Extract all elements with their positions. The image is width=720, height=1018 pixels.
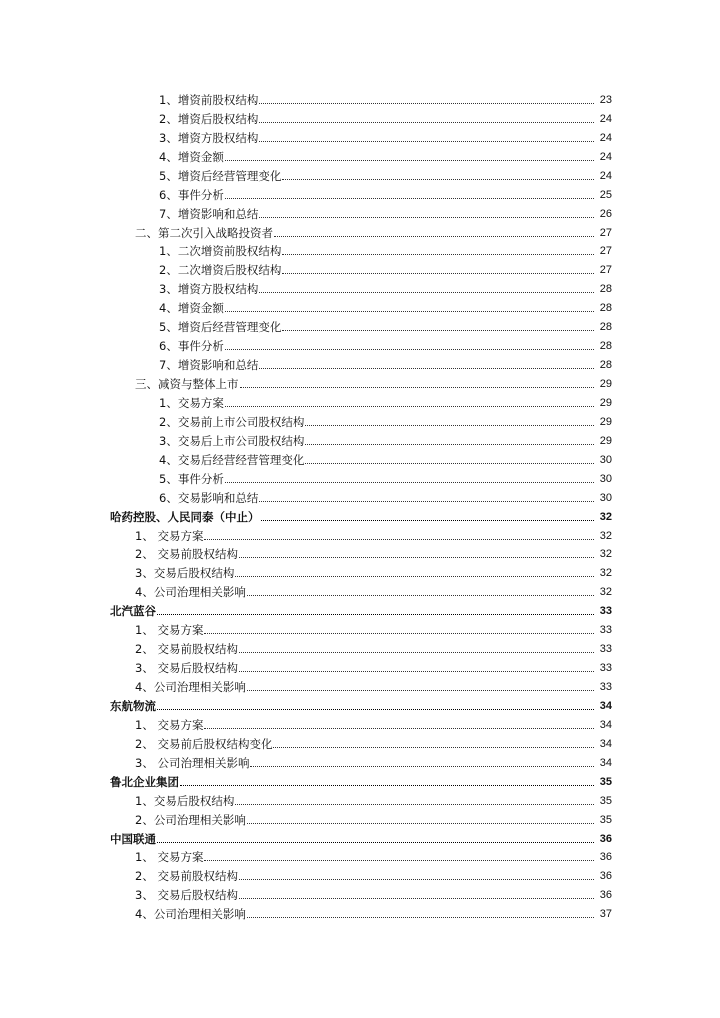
toc-leader-dots [204,538,594,540]
toc-leader-dots [274,235,594,237]
toc-page-number: 32 [599,548,612,561]
toc-entry[interactable] [0,126,612,145]
toc-leader-dots [282,253,594,255]
toc-entry[interactable] [0,486,612,505]
toc-entry-label: 5、增资后经营管理变化 [159,320,282,335]
toc-entry[interactable] [0,277,612,296]
toc-entry-label: 1、二次增资前股权结构 [159,244,282,259]
toc-page-number: 24 [599,150,612,163]
toc-entry[interactable] [0,713,612,732]
toc-leader-dots [157,708,594,710]
toc-leader-dots [259,140,594,142]
toc-entry[interactable] [0,391,612,410]
toc-leader-dots [204,727,594,729]
toc-entry[interactable] [0,864,612,883]
toc-leader-dots [239,670,594,672]
toc-entry[interactable] [0,675,612,694]
toc-entry[interactable] [0,334,612,353]
toc-leader-dots [247,594,594,596]
toc-leader-dots [282,329,594,331]
toc-entry[interactable] [0,353,612,372]
toc-page-number: 23 [599,93,612,106]
toc-page-number: 30 [599,472,612,485]
toc-leader-dots [225,159,594,161]
toc-entry[interactable] [0,694,612,713]
toc-page-number: 27 [599,245,612,258]
toc-page-number: 28 [599,302,612,315]
toc-page-number: 32 [599,510,612,523]
toc-page-number: 33 [599,624,612,637]
toc-page-number: 27 [599,264,612,277]
toc-entry-label: 2、 交易前后股权结构变化 [135,736,273,751]
toc-page-number: 35 [599,794,612,807]
toc-leader-dots [305,443,594,445]
toc-leader-dots [225,481,594,483]
toc-leader-dots [180,784,594,786]
toc-entry-label: 哈药控股、人民同泰（中止） [110,509,260,524]
toc-leader-dots [259,216,594,218]
toc-entry-label: 3、增资方股权结构 [159,130,259,145]
toc-entry-label: 1、 交易方案 [135,528,204,543]
toc-page-number: 29 [599,378,612,390]
toc-entry[interactable] [0,221,612,240]
toc-page-number: 33 [599,605,612,618]
toc-leader-dots [225,348,594,350]
toc-leader-dots [235,803,594,805]
toc-leader-dots [250,765,594,767]
toc-page-number: 24 [599,112,612,125]
toc-entry-label: 4、增资金额 [159,301,224,316]
toc-entry-label: 鲁北企业集团 [110,774,179,789]
toc-entry-label: 中国联通 [110,831,156,846]
toc-entry-label: 2、公司治理相关影响 [135,812,246,827]
toc-entry-label: 4、增资金额 [159,149,224,164]
toc-entry[interactable] [0,88,612,107]
toc-entry-label: 4、公司治理相关影响 [135,680,246,694]
toc-entry-label: 3、交易后股权结构 [135,566,235,581]
toc-leader-dots [239,651,594,653]
toc-entry-label: 6、事件分析 [159,187,224,202]
toc-entry[interactable] [0,410,612,429]
toc-page-number: 32 [599,567,612,580]
toc-entry[interactable] [0,107,612,126]
toc-entry[interactable] [0,448,612,467]
toc-entry-label: 5、增资后经营管理变化 [159,168,282,183]
toc-entry-label: 3、 交易后股权结构 [135,661,238,676]
toc-page-number: 34 [599,756,612,769]
toc-entry-label: 三、减资与整体上市 [135,377,239,391]
toc-leader-dots [247,916,594,918]
toc-leader-dots [240,386,595,388]
toc-page-number: 37 [599,908,612,921]
toc-page-number: 28 [599,359,612,372]
toc-entry-label: 1、交易方案 [159,395,224,410]
toc-page-number: 36 [599,870,612,883]
toc-entry[interactable] [0,789,612,808]
toc-page-number: 33 [599,662,612,675]
toc-entry-label: 6、事件分析 [159,339,224,354]
toc-leader-dots [239,878,594,880]
toc-page-number: 34 [599,737,612,750]
toc-entry-label: 3、 交易后股权结构 [135,888,238,903]
toc-leader-dots [261,519,595,521]
toc-entry[interactable] [0,524,612,543]
toc-leader-dots [282,178,594,180]
toc-entry-label: 东航物流 [110,698,156,713]
toc-page-number: 28 [599,321,612,334]
toc-page-number: 26 [599,207,612,220]
toc-entry[interactable] [0,656,612,675]
toc-entry[interactable] [0,240,612,259]
toc-entry[interactable] [0,618,612,637]
toc-page-number: 28 [599,283,612,296]
toc-entry[interactable] [0,599,612,618]
toc-page-number: 29 [599,415,612,428]
toc-leader-dots [259,102,594,104]
toc-entry[interactable] [0,183,612,202]
toc-leader-dots [259,291,594,293]
toc-leader-dots [204,632,594,634]
toc-entry[interactable] [0,543,612,562]
toc-entry[interactable] [0,846,612,865]
toc-entry-label: 5、事件分析 [159,471,224,486]
toc-page-number: 24 [599,131,612,144]
toc-entry-label: 1、 交易方案 [135,623,204,638]
toc-entry[interactable] [0,145,612,164]
toc-page-number: 33 [599,643,612,656]
toc-entry[interactable] [0,296,612,315]
toc-page-number: 28 [599,340,612,353]
toc-page-number: 36 [599,889,612,902]
toc-leader-dots [247,822,594,824]
toc-entry-label: 6、交易影响和总结 [159,490,259,505]
toc-entry[interactable] [0,467,612,486]
toc-page-number: 36 [599,851,612,864]
toc-entry-label: 2、二次增资后股权结构 [159,263,282,278]
toc-entry-label: 3、增资方股权结构 [159,282,259,297]
toc-leader-dots [282,272,594,274]
toc-entry[interactable] [0,202,612,221]
toc-entry-label: 2、 交易前股权结构 [135,547,238,562]
toc-entry-label: 北汽蓝谷 [110,604,156,619]
toc-leader-dots [273,746,594,748]
toc-page-number: 30 [599,453,612,466]
toc-page-number: 30 [599,491,612,504]
toc-entry[interactable] [0,732,612,751]
toc-entry-label: 2、 交易前股权结构 [135,642,238,657]
toc-leader-dots [235,575,594,577]
toc-entry[interactable] [0,429,612,448]
toc-leader-dots [239,556,594,558]
toc-entry-label: 7、增资影响和总结 [159,206,259,221]
toc-page-number: 32 [599,529,612,542]
toc-leader-dots [204,859,594,861]
toc-entry-label: 2、 交易前股权结构 [135,869,238,884]
toc-leader-dots [157,613,594,615]
toc-entry[interactable] [0,637,612,656]
toc-entry[interactable] [0,751,612,770]
toc-entry[interactable] [0,164,612,183]
toc-leader-dots [305,462,594,464]
toc-leader-dots [259,367,594,369]
toc-entry[interactable] [0,770,612,789]
toc-entry-label: 3、 公司治理相关影响 [135,755,250,770]
toc-leader-dots [225,405,594,407]
toc-entry[interactable] [0,372,612,391]
toc-page-number: 34 [599,699,612,712]
toc-page-number: 29 [599,434,612,447]
toc-entry-label: 2、增资后股权结构 [159,111,259,126]
toc-entry[interactable] [0,902,612,921]
toc-entry[interactable] [0,808,612,827]
toc-page-number: 32 [599,586,612,599]
toc-entry[interactable] [0,505,612,524]
toc-entry-label: 3、交易后上市公司股权结构 [159,433,305,448]
toc-leader-dots [259,121,594,123]
toc-entry-label: 4、公司治理相关影响 [135,585,246,600]
toc-page-number: 36 [599,832,612,845]
toc-entry-label: 二、第二次引入战略投资者 [135,225,273,240]
toc-page-number: 33 [599,681,612,693]
toc-page-number: 29 [599,396,612,409]
toc-page-number: 35 [599,813,612,826]
toc-entry-label: 2、交易前上市公司股权结构 [159,414,305,429]
toc-leader-dots [225,197,594,199]
toc-entry-label: 1、 交易方案 [135,717,204,732]
toc-leader-dots [259,500,594,502]
toc-entry-label: 7、增资影响和总结 [159,358,259,373]
table-of-contents [0,88,720,921]
toc-entry[interactable] [0,827,612,846]
toc-entry-label: 1、交易后股权结构 [135,793,235,808]
toc-leader-dots [305,424,594,426]
toc-entry-label: 4、公司治理相关影响 [135,907,246,922]
toc-entry-label: 1、 交易方案 [135,850,204,865]
toc-page-number: 34 [599,718,612,731]
toc-leader-dots [247,689,594,691]
toc-leader-dots [157,841,594,843]
toc-page-number: 25 [599,188,612,201]
toc-entry[interactable] [0,580,612,599]
toc-page-number: 35 [599,775,612,788]
toc-leader-dots [239,897,594,899]
toc-entry[interactable] [0,561,612,580]
toc-entry[interactable] [0,315,612,334]
toc-entry[interactable] [0,258,612,277]
toc-page-number: 27 [599,226,612,239]
toc-entry[interactable] [0,883,612,902]
toc-leader-dots [225,310,594,312]
toc-entry-label: 1、增资前股权结构 [159,92,259,107]
toc-page-number: 24 [599,169,612,182]
toc-entry-label: 4、交易后经营经营管理变化 [159,452,305,467]
